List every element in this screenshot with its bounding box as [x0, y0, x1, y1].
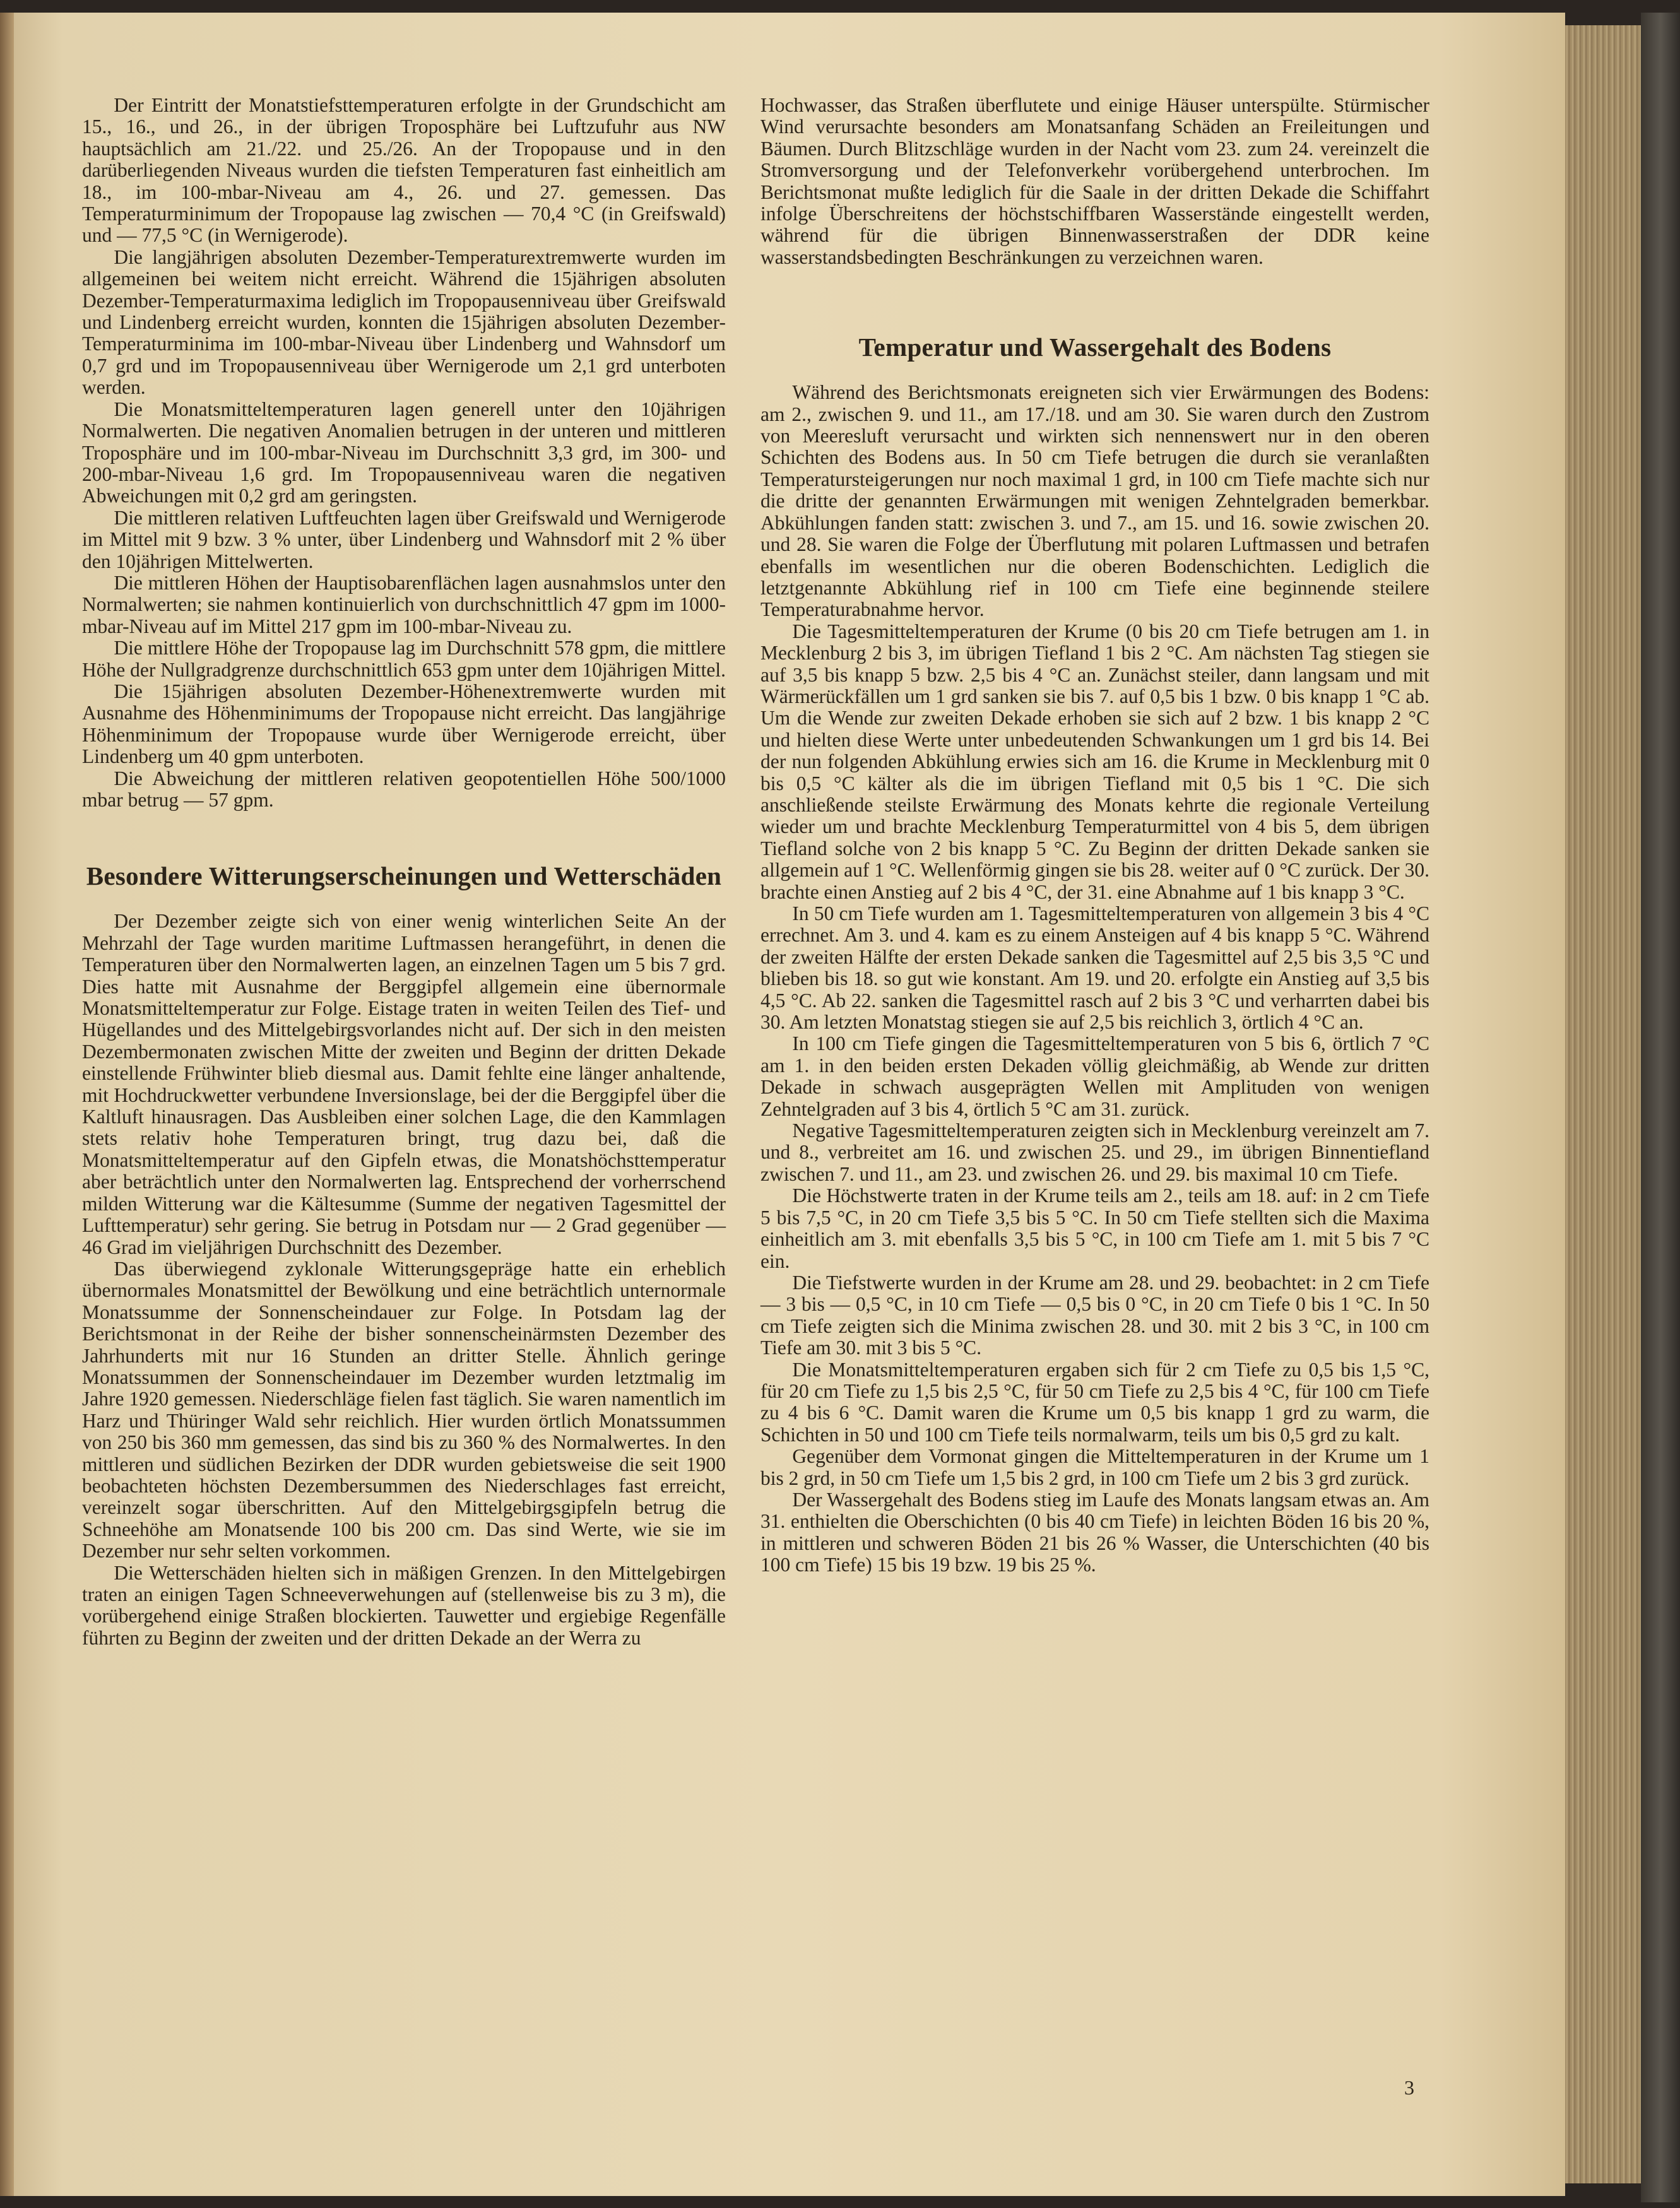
paragraph: Die langjährigen absoluten Dezember-Temperaturextremwerte wurden im allgemeinen bei weitem nicht erreicht. Während die 15jährigen absoluten Dezember-Temperaturmaxima lediglich im Tropopausenniveau über Greifswald und Lindenberg erreicht wurden, konnten die 15jährigen absoluten Dezember-Temperaturminima im 100-mbar-Niveau über Lindenberg und Wahnsdorf um 0,7 grd und im Tropopausenniveau über Wernigerode um 2,1 grd unterboten werden.: [82, 245, 726, 399]
left-column: [82, 95, 726, 1649]
paragraph: Das überwiegend zyklonale Witterungsgepräge hatte ein erheblich übernormales Monatsmittel der Bewölkung und eine beträchtlich unternormale Monatssumme der Sonnenscheindauer zur Folge. In Potsdam lag der Berichtsmonat in der Reihe der bisher sonnenscheinärmsten Dezember des Jahrhunderts mit nur 16 Stunden an dritter Stelle. Ähnlich geringe Monatssummen der Sonnenscheindauer im Dezember wurden letztmalig im Jahre 1920 gemessen. Niederschläge fielen fast täglich. Sie waren namentlich im Harz und Thüringer Wald sehr reichlich. Hier wurden örtlich Monatssummen von 250 bis 360 mm gemessen, das sind bis zu 360 % des Normalwertes. In den mittleren und südlichen Bezirken der DDR wurden gebietsweise die seit 1900 beobachteten höchsten Dezembersummen des Niederschlages fast erreicht, vereinzelt sogar überschritten. Auf den Mittelgebirgsgipfeln betrug die Schneehöhe am Monatsende 100 bis 200 cm. Das sind Werte, wie sie im Dezember nur sehr selten vorkommen.: [82, 1257, 726, 1562]
section-heading-soil: Temperatur und Wassergehalt des Bodens: [858, 333, 1332, 362]
paragraph: Hochwasser, das Straßen überflutete und einige Häuser unterspülte. Stürmischer Wind verursachte besonders am Monatsanfang Schäden an Freileitungen und Bäumen. Durch Blitzschläge wurden in der Nacht vom 23. zum 24. vereinzelt die Stromversorgung und der Telefonverkehr vorübergehend unterbrochen. Im Berichtsmonat mußte lediglich für die Saale in der dritten Dekade die Schiffahrt infolge Überschreitens der höchstschiffbaren Wasserstände eingestellt werden, während für die übrigen Binnenwasserstraßen der DDR keine wasserstandsbedingten Beschränkungen zu verzeichnen waren.: [760, 94, 1429, 268]
paragraph: In 100 cm Tiefe gingen die Tagesmitteltemperaturen von 5 bis 6, örtlich 7 °C am 1. in den beiden ersten Dekaden völlig gleichmäßig, ab Wende zur dritten Dekade in schwach ausgeprägten Wellen mit Amplituden von wenigen Zehntelgraden auf 3 bis 4, örtlich 5 °C am 31. zurück.: [760, 1032, 1429, 1120]
paragraph: Die Höchstwerte traten in der Krume teils am 2., teils am 18. auf: in 2 cm Tiefe 5 bis 7,5 °C, in 20 cm Tiefe 3,5 bis 5 °C. In 50 cm Tiefe stellten sich die Maxima einheitlich am 3. mit ebenfalls 3,5 bis 5 °C, in 100 cm Tiefe am 1. mit 5 bis 7 °C ein.: [760, 1184, 1429, 1272]
paragraph: Gegenüber dem Vormonat gingen die Mitteltemperaturen in der Krume um 1 bis 2 grd, in 50 cm Tiefe um 1,5 bis 2 grd, in 100 cm Tiefe um 2 bis 3 grd zurück.: [760, 1445, 1429, 1489]
paragraph: Negative Tagesmitteltemperaturen zeigten sich in Mecklenburg vereinzelt am 7. und 8., verbreitet am 16. und zwischen 25. und 29., im übrigen Binnentiefland zwischen 7. und 11., am 23. und zwischen 26. und 29. bis maximal 10 cm Tiefe.: [760, 1119, 1429, 1185]
book-cover-edge: [1641, 13, 1680, 2202]
paragraph: Die Monatsmitteltemperaturen lagen generell unter den 10jährigen Normalwerten. Die negativen Anomalien betrugen in der unteren und mittleren Troposphäre und im 100-mbar-Niveau im Durchschnitt 3,3 grd, im 300- und 200-mbar-Niveau 1,6 grd. Im Tropopausenniveau waren die negativen Abweichungen mit 0,2 grd am geringsten.: [82, 398, 726, 507]
paragraph: Die mittleren relativen Luftfeuchten lagen über Greifswald und Wernigerode im Mittel mit 9 bzw. 3 % unter, über Lindenberg und Wahnsdorf mit 2 % über den 10jährigen Mittelwerten.: [82, 506, 726, 572]
paragraph: Die Abweichung der mittleren relativen geopotentiellen Höhe 500/1000 mbar betrug — 57 gpm.: [82, 767, 726, 811]
paragraph: Die Tiefstwerte wurden in der Krume am 28. und 29. beobachtet: in 2 cm Tiefe — 3 bis — 0,5 °C, in 10 cm Tiefe — 0,5 bis 0 °C, in 20 cm Tiefe 0 bis 1 °C. In 50 cm Tiefe zeigten sich die Minima zwischen 28. und 30. mit 2 bis 3 °C, in 100 cm Tiefe am 30. mit 3 bis 5 °C.: [760, 1271, 1429, 1359]
book-gutter: [0, 13, 14, 2196]
paragraph: Die Tagesmitteltemperaturen der Krume (0 bis 20 cm Tiefe betrugen am 1. in Mecklenburg 2 bis 3, im übrigen Tiefland 1 bis 2 °C. Am nächsten Tag stiegen sie auf 3,5 bis knapp 5 bzw. 2,5 bis 4 °C an. Zunächst steiler, dann langsam und mit Wärmerückfällen um 1 grd sanken sie bis 7. auf 0,5 bis 1 bzw. 0 bis knapp 1 °C ab. Um die Wende zur zweiten Dekade erhoben sie sich auf 2 bzw. 1 bis knapp 2 °C und hielten diese Werte unter unbedeutenden Schwankungen um 1 grd bis 14. Bei der nun folgenden Abkühlung erwies sich am 16. die Krume in Mecklenburg mit 0 bis 0,5 °C kälter als die im übrigen Tiefland mit 0,5 bis 1 °C. Die sich anschließende steilste Erwärmung des Monats kehrte die regionale Verteilung wieder um und brachte Mecklenburg Temperaturmittel von 4 bis 5, dem übrigen Tiefland solche von 2 bis knapp 5 °C. Zu Beginn der dritten Dekade sanken sie allgemein auf 1 °C. Wellenförmig gingen sie bis 28. weiter auf 0 °C zurück. Der 30. brachte einen Anstieg auf 2 bis 4 °C, der 31. eine Abnahme auf 1 bis knapp 3 °C.: [760, 620, 1429, 903]
paragraph: Die mittlere Höhe der Tropopause lag im Durchschnitt 578 gpm, die mittlere Höhe der Nullgradgrenze durchschnittlich 653 gpm unter dem 10jährigen Mittel.: [82, 637, 726, 681]
paragraph: Der Wassergehalt des Bodens stieg im Laufe des Monats langsam etwas an. Am 31. enthielten die Oberschichten (0 bis 40 cm Tiefe) in leichten Böden 16 bis 20 %, in mittleren und schweren Böden 21 bis 26 % Wasser, die Unterschichten (40 bis 100 cm Tiefe) 15 bis 19 bzw. 19 bis 25 %.: [760, 1488, 1429, 1576]
paragraph: In 50 cm Tiefe wurden am 1. Tagesmitteltemperaturen von allgemein 3 bis 4 °C errechnet. Am 3. und 4. kam es zu einem Ansteigen auf 4 bis knapp 5 °C. Während der zweiten Hälfte der ersten Dekade sanken die Tagesmittel auf 2,5 bis 3,5 °C und blieben bis 18. so gut wie konstant. Am 19. und 20. erfolgte ein Anstieg auf 3,5 bis 4,5 °C. Ab 22. sanken die Tagesmittel rasch auf 2 bis 3 °C und verharrten dabei bis 30. Am letzten Monatstag stiegen sie auf 2,5 bis reichlich 3, örtlich 4 °C an.: [760, 902, 1429, 1034]
right-column: [760, 95, 1429, 1576]
paragraph: Die mittleren Höhen der Hauptisobarenflächen lagen ausnahmslos unter den Normalwerten; sie nahmen kontinuierlich von durchschnittlich 47 gpm im 1000-mbar-Niveau auf im Mittel 217 gpm im 100-mbar-Niveau zu.: [82, 571, 726, 637]
paragraph: Die Wetterschäden hielten sich in mäßigen Grenzen. In den Mittelgebirgen traten an einigen Tagen Schneeverwehungen auf (stellenweise bis zu 3 m), die vorübergehend einige Straßen blockierten. Tauwetter und ergiebige Regenfälle führten zu Beginn der zweiten und der dritten Dekade an der Werra zu: [82, 1561, 726, 1649]
paragraph: Während des Berichtsmonats ereigneten sich vier Erwärmungen des Bodens: am 2., zwischen 9. und 11., am 17./18. und am 30. Sie waren durch den Zustrom von Meeresluft verursacht und wirkten sich nennenswert nur in den oberen Schichten des Bodens aus. In 50 cm Tiefe betrugen die durch sie veranlaßten Temperatursteigerungen nur noch maximal 1 grd, in 100 cm Tiefe machte sich nur die dritte der genannten Erwärmungen mit wenigen Zehntelgraden bemerkbar. Abkühlungen fanden statt: zwischen 3. und 7., am 15. und 16. sowie zwischen 20. und 28. Sie waren die Folge der Überflutung mit polaren Luftmassen und betrafen ebenfalls im wesentlichen nur die oberen Bodenschichten. Lediglich die letztgenannte Abkühlung rief in 100 cm Tiefe eine beginnende steilere Temperaturabnahme hervor.: [760, 381, 1429, 621]
section-heading-weather-events: Besondere Witterungserscheinungen und Wetterschäden: [86, 861, 722, 891]
page-number: 3: [1404, 2076, 1414, 2099]
paragraph: Die Monatsmitteltemperaturen ergaben sich für 2 cm Tiefe zu 0,5 bis 1,5 °C, für 20 cm Tiefe zu 1,5 bis 2,5 °C, für 50 cm Tiefe zu 2,5 bis 4 °C, für 100 cm Tiefe zu 4 bis 6 °C. Damit waren die Krume um 0,5 bis knapp 1 grd zu warm, die Schichten in 50 und 100 cm Tiefe teils normalwarm, teils um bis 0,5 grd zu kalt.: [760, 1358, 1429, 1446]
paragraph: Der Eintritt der Monatstiefsttemperaturen erfolgte in der Grundschicht am 15., 16., und 26., in der übrigen Troposphäre bei Luftzufuhr aus NW hauptsächlich am 21./22. und 25./26. An der Tropopause und in den darüberliegenden Niveaus wurden die tiefsten Temperaturen fast einheitlich am 18., im 100-mbar-Niveau am 4., 26. und 27. gemessen. Das Temperaturminimum der Tropopause lag zwischen — 70,4 °C (in Greifswald) und — 77,5 °C (in Wernigerode).: [82, 94, 726, 247]
paragraph: Die 15jährigen absoluten Dezember-Höhenextremwerte wurden mit Ausnahme des Höhenminimums der Tropopause nicht erreicht. Das langjährige Höhenminimum der Tropopause wurde über Wernigerode erreicht, über Lindenberg um 40 gpm unterboten.: [82, 680, 726, 768]
paragraph: Der Dezember zeigte sich von einer wenig winterlichen Seite An der Mehrzahl der Tage wurden maritime Luftmassen herangeführt, in denen die Temperaturen über den Normalwerten lagen, an einzelnen Tagen um 5 bis 7 grd. Dies hatte mit Ausnahme der Berggipfel allgemein eine übernormale Monatsmitteltemperatur zur Folge. Eistage traten in weiten Teilen des Tief- und Hügellandes und des Mittelgebirgsvorlandes nicht auf. Der sich in den meisten Dezembermonaten zwischen Mitte der zweiten und Beginn der dritten Dekade einstellende Frühwinter blieb diesmal aus. Damit fehlte eine länger anhaltende, mit Hochdruckwetter verbundene Inversionslage, bei der die Berggipfel über die Kaltluft hinausragen. Das Ausbleiben einer solchen Lage, die den Kammlagen stets relativ hohe Temperaturen bringt, trug dazu bei, daß die Monatsmitteltemperatur auf den Gipfeln etwas, die Monatshöchsttemperatur aber beträchtlich unter den Normalwerten lag. Entsprechend der vorherrschend milden Witterung war die Kältesumme (Summe der negativen Tagesmittel der Lufttemperatur) sehr gering. Sie betrug in Potsdam nur — 2 Grad gegenüber — 46 Grad im vieljährigen Durchschnitt des Dezember.: [82, 910, 726, 1258]
